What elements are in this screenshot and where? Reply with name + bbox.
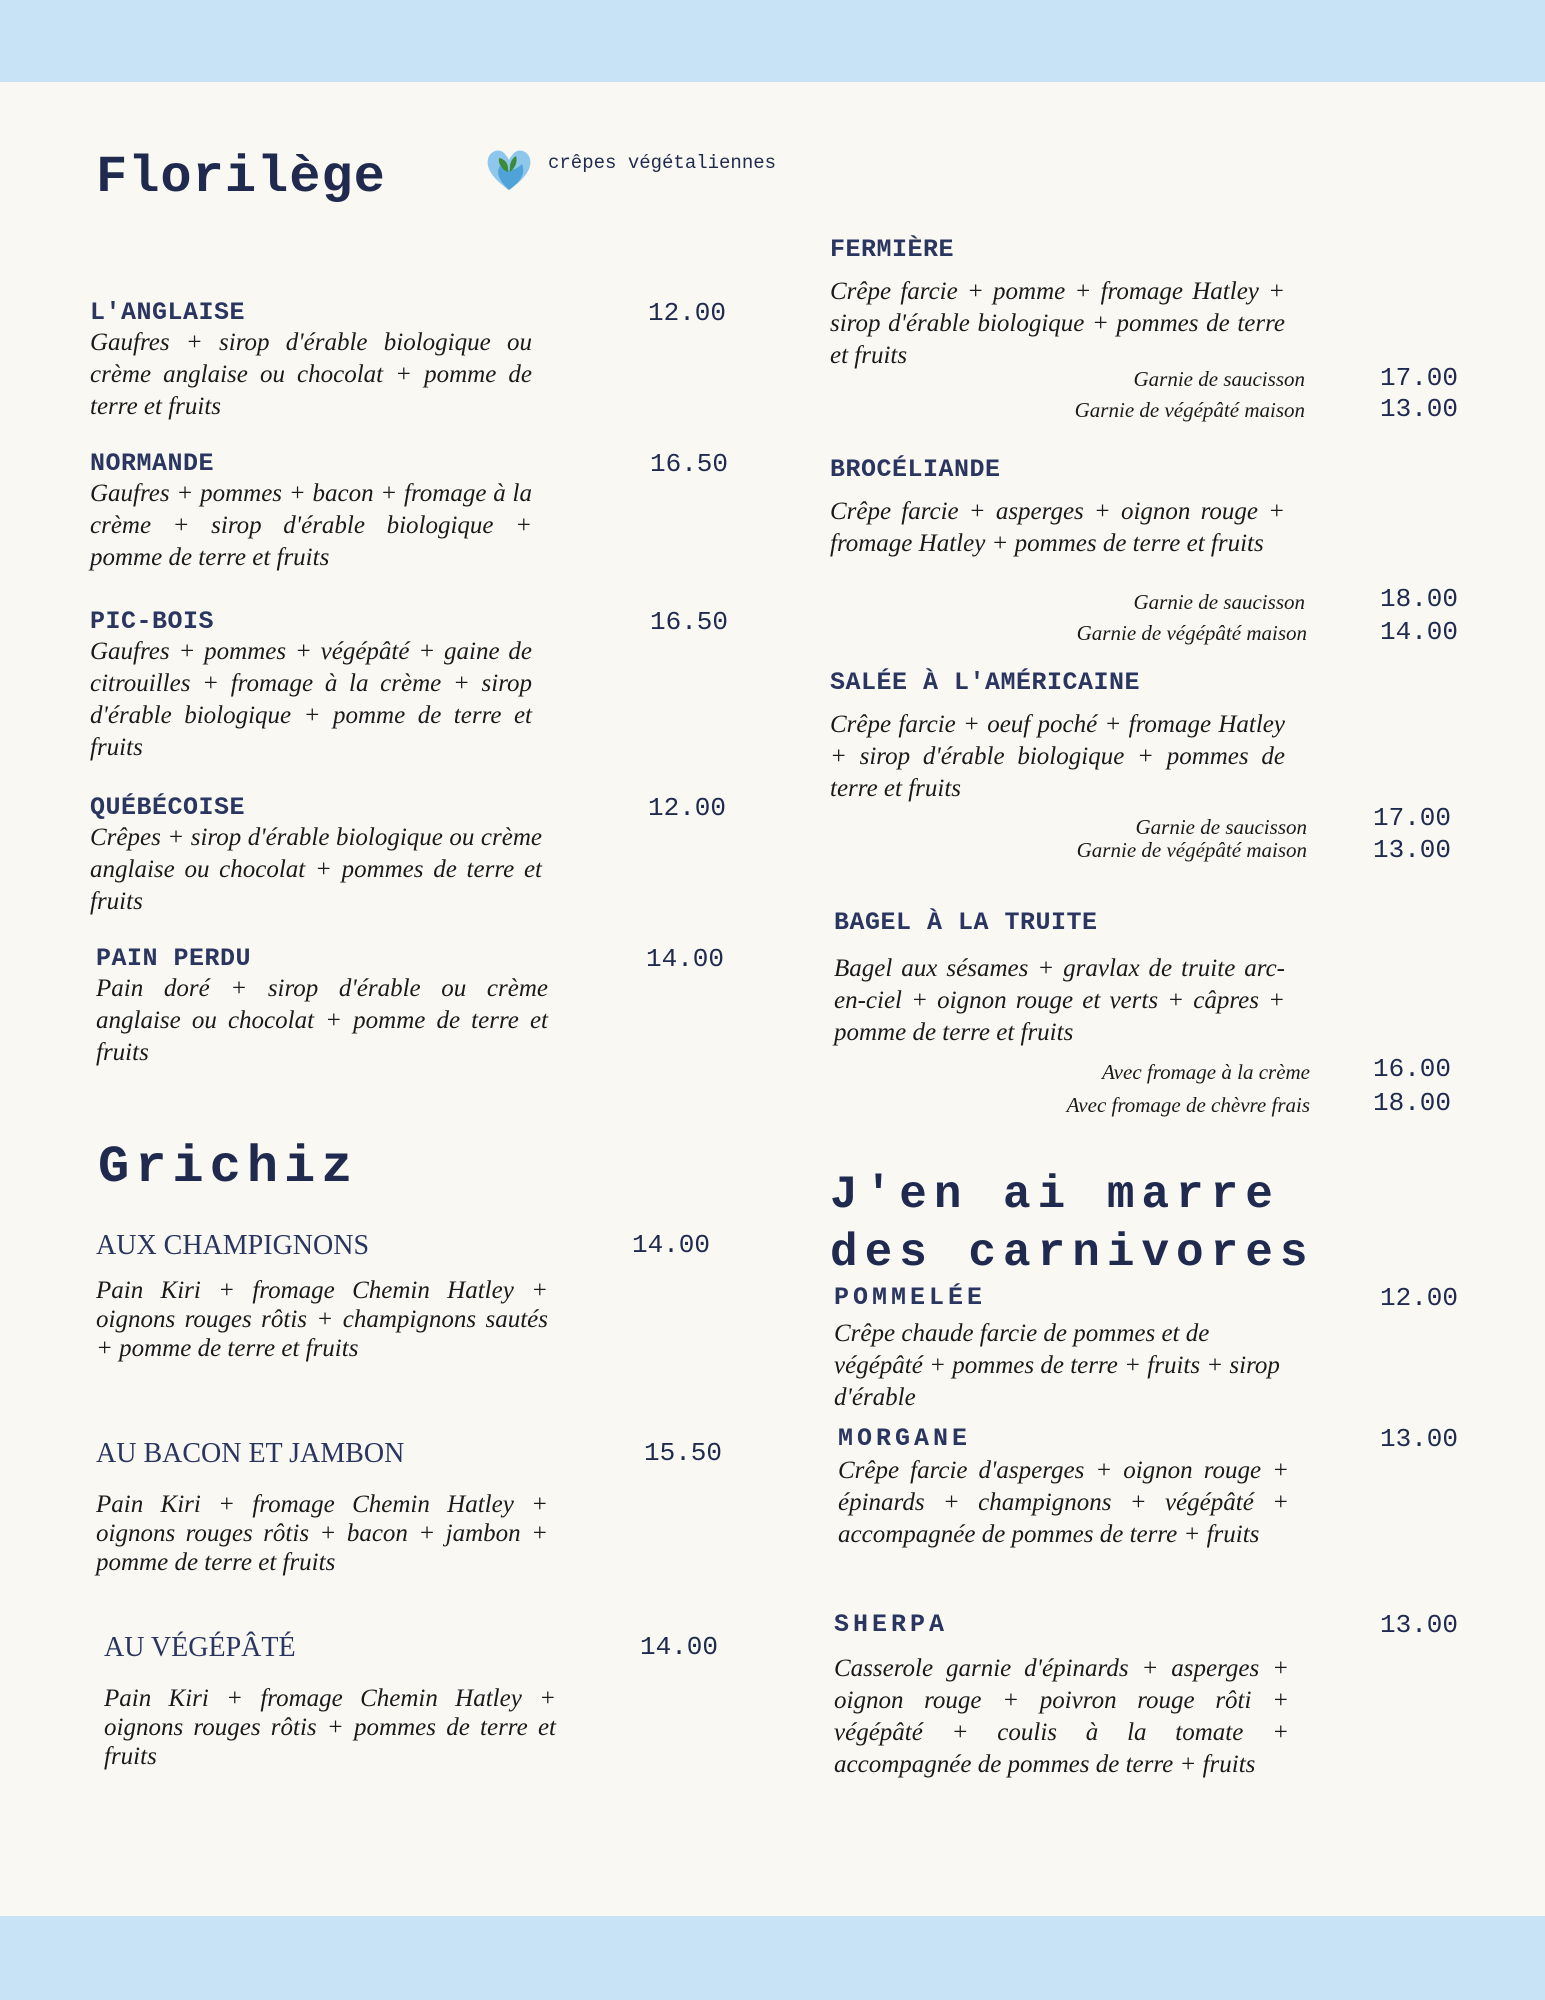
option-price: 16.00	[1373, 1054, 1452, 1084]
item-description: Casserole garnie d'épinards + asperges + oignon rouge + poivron rouge rôti + végépâté + coulis à la tomate + accompagnée de pommes de terre + fruits	[834, 1655, 1289, 1778]
item-name: QUÉBÉCOISE	[90, 793, 246, 822]
item-description: Crêpe chaude farcie de pommes et de végépâté + pommes de terre + fruits + sirop d'érable	[834, 1320, 1280, 1411]
option-label: Garnie de saucisson	[1135, 815, 1307, 839]
legend-label: crêpes végétaliennes	[548, 152, 777, 174]
vegan-legend	[484, 146, 776, 192]
item-name: MORGANE	[838, 1424, 972, 1453]
item-name: BAGEL À LA TRUITE	[834, 908, 1098, 937]
option-label: Avec fromage de chèvre frais	[1066, 1093, 1310, 1117]
option-label: Avec fromage à la crème	[1102, 1060, 1310, 1084]
item-price: 14.00	[632, 1230, 711, 1260]
menu-item	[96, 1438, 723, 1577]
item-description: Crêpe farcie + asperges + oignon rouge + fromage Hatley + pommes de terre et fruits	[830, 498, 1285, 557]
top-band	[0, 0, 1545, 82]
item-price: 14.00	[640, 1632, 719, 1662]
item-description: Pain Kiri + fromage Chemin Hatley + oignons rouges rôtis + champignons sautés + pomme de terre et fruits	[96, 1277, 548, 1362]
item-name: AU BACON ET JAMBON	[96, 1438, 405, 1469]
item-price: 13.00	[1380, 1610, 1459, 1640]
item-description: Crêpe farcie d'asperges + oignon rouge + épinards + champignons + végépâté + accompagnée de pommes de terre + fruits	[838, 1457, 1289, 1548]
option-label: Garnie de végépâté maison	[1076, 621, 1307, 645]
menu-item	[830, 668, 1285, 805]
option-label: Garnie de saucisson	[1133, 590, 1305, 614]
option-label: Garnie de végépâté maison	[1074, 398, 1305, 422]
option-price: 18.00	[1373, 1088, 1452, 1118]
item-description: Gaufres + pommes + bacon + fromage à la crème + sirop d'érable biologique + pomme de terre et fruits	[90, 480, 532, 571]
item-price: 12.00	[1380, 1283, 1459, 1313]
item-price: 16.50	[650, 607, 729, 637]
menu-item	[96, 1230, 711, 1363]
item-description: Pain doré + sirop d'érable ou crème anglaise ou chocolat + pomme de terre et fruits	[96, 975, 548, 1066]
item-name: BROCÉLIANDE	[830, 455, 1001, 484]
option-label: Garnie de saucisson	[1133, 367, 1305, 391]
menu-item	[838, 1424, 1459, 1551]
item-name: PAIN PERDU	[96, 944, 252, 973]
menu-item	[834, 1610, 1459, 1781]
item-price: 12.00	[648, 793, 727, 823]
option-label: Garnie de végépâté maison	[1076, 838, 1307, 862]
item-description: Bagel aux sésames + gravlax de truite arc-en-ciel + oignon rouge et verts + câpres + pomme de terre et fruits	[834, 955, 1285, 1046]
item-description: Pain Kiri + fromage Chemin Hatley + oignons rouges rôtis + pommes de terre et fruits	[104, 1685, 556, 1770]
menu-item	[104, 1632, 719, 1771]
item-name: FERMIÈRE	[830, 235, 955, 264]
option-price: 18.00	[1380, 584, 1459, 614]
item-price: 12.00	[648, 298, 727, 328]
menu-item	[834, 1283, 1459, 1414]
bottom-band	[0, 1916, 1545, 2000]
option-price: 13.00	[1380, 394, 1459, 424]
item-name: SALÉE À L'AMÉRICAINE	[830, 668, 1141, 697]
item-price: 15.50	[644, 1438, 723, 1468]
item-price: 16.50	[650, 449, 729, 479]
menu-item	[90, 298, 727, 423]
item-name: L'ANGLAISE	[90, 298, 246, 327]
item-name: NORMANDE	[90, 449, 215, 478]
item-description: Gaufres + pommes + végépâté + gaine de citrouilles + fromage à la crème + sirop d'érable biologique + pomme de terre et fruits	[90, 638, 532, 761]
grichiz-title: Grichiz	[98, 1138, 359, 1197]
menu-item	[90, 449, 729, 574]
menu-item	[834, 908, 1285, 1049]
heart-leaf-icon	[484, 146, 534, 192]
menu-item	[90, 607, 729, 764]
option-price: 14.00	[1380, 617, 1459, 647]
item-name: AUX CHAMPIGNONS	[96, 1230, 370, 1261]
option-price: 17.00	[1373, 803, 1452, 833]
item-description: Crêpes + sirop d'érable biologique ou crème anglaise ou chocolat + pommes de terre et fruits	[90, 824, 542, 915]
menu-item	[830, 455, 1285, 560]
menu-item	[96, 944, 725, 1069]
item-description: Crêpe farcie + pomme + fromage Hatley + sirop d'érable biologique + pommes de terre et fruits	[830, 278, 1285, 369]
item-name: SHERPA	[834, 1610, 949, 1639]
florilege-title: Florilège	[96, 148, 386, 207]
menu-item	[830, 235, 1285, 372]
item-price: 14.00	[646, 944, 725, 974]
carnivores-title: J'en ai marre des carnivores	[830, 1169, 1315, 1279]
item-name: POMMELÉE	[834, 1283, 987, 1312]
item-description: Pain Kiri + fromage Chemin Hatley + oignons rouges rôtis + bacon + jambon + pomme de terre et fruits	[96, 1491, 548, 1576]
item-name: AU VÉGÉPÂTÉ	[104, 1632, 296, 1663]
option-price: 17.00	[1380, 363, 1459, 393]
item-price: 13.00	[1380, 1424, 1459, 1454]
item-name: PIC-BOIS	[90, 607, 215, 636]
item-description: Crêpe farcie + oeuf poché + fromage Hatley + sirop d'érable biologique + pommes de terre et fruits	[830, 711, 1285, 802]
option-price: 13.00	[1373, 835, 1452, 865]
item-description: Gaufres + sirop d'érable biologique ou crème anglaise ou chocolat + pomme de terre et fruits	[90, 329, 532, 420]
menu-item	[90, 793, 727, 918]
